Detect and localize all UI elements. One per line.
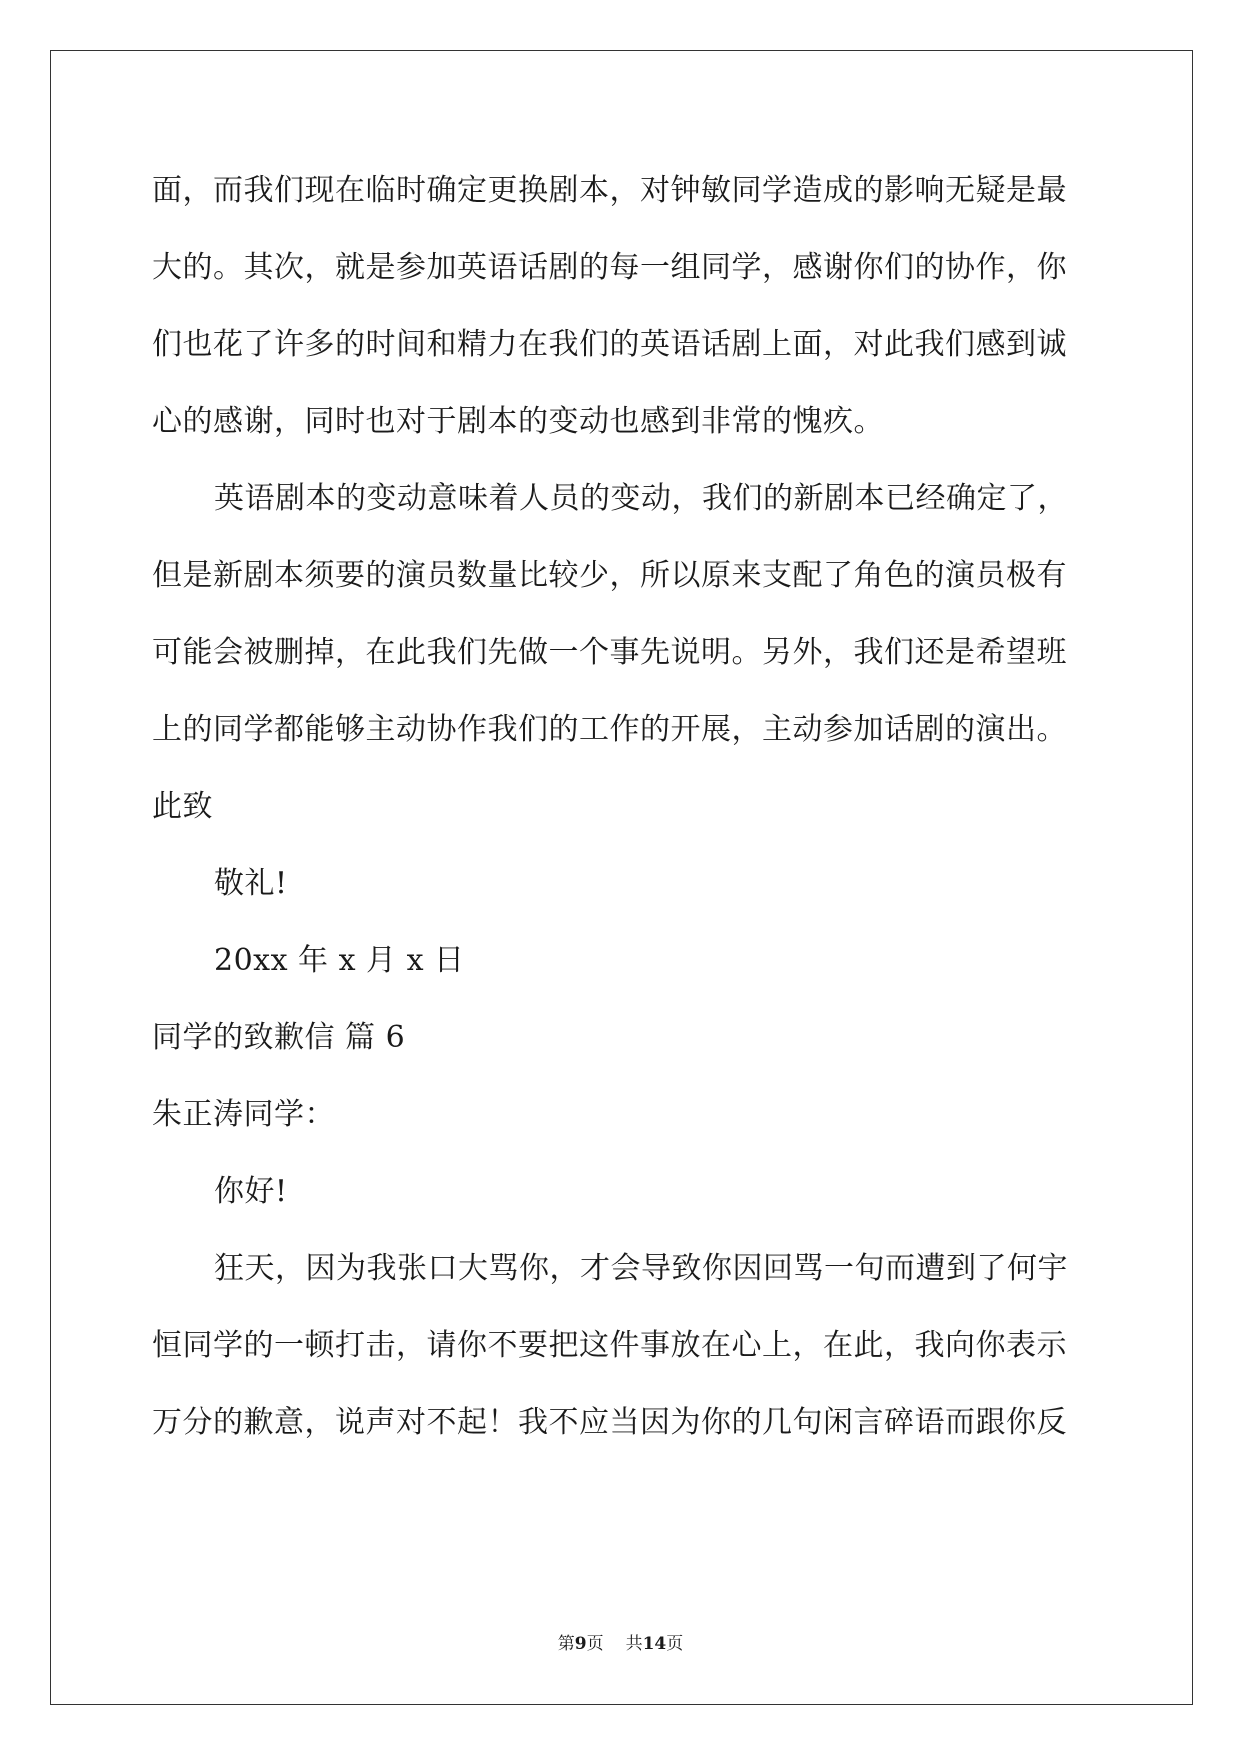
footer-total-prefix: 共 xyxy=(625,1634,643,1654)
text-line: 大的。其次，就是参加英语话剧的每一组同学，感谢你们的协作，你 xyxy=(152,250,1067,285)
total-pages-number: 14 xyxy=(642,1634,667,1654)
greeting-line: 你好! xyxy=(214,1174,288,1209)
recipient-line: 朱正涛同学： xyxy=(152,1097,335,1132)
footer-page-suffix: 页 xyxy=(586,1634,604,1654)
text-line: 们也花了许多的时间和精力在我们的英语话剧上面，对此我们感到诚 xyxy=(152,327,1067,362)
text-line: 但是新剧本须要的演员数量比较少，所以原来支配了角色的演员极有 xyxy=(152,558,1067,593)
text-line: 狂天，因为我张口大骂你，才会导致你因回骂一句而遭到了何宇 xyxy=(214,1251,1068,1286)
date-line: 20xx 年 x 月 x 日 xyxy=(214,943,465,978)
current-page-number: 9 xyxy=(574,1634,587,1654)
text-line: 恒同学的一顿打击，请你不要把这件事放在心上，在此，我向你表示 xyxy=(152,1328,1067,1363)
text-line: 心的感谢，同时也对于剧本的变动也感到非常的愧疚。 xyxy=(152,404,884,439)
footer-prefix: 第 xyxy=(557,1634,575,1654)
closing-phrase: 此致 xyxy=(152,789,213,824)
document-body xyxy=(152,160,1102,1469)
text-line: 可能会被删掉，在此我们先做一个事先说明。另外，我们还是希望班 xyxy=(152,635,1067,670)
text-line: 上的同学都能够主动协作我们的工作的开展，主动参加话剧的演出。 xyxy=(152,712,1067,747)
page-footer xyxy=(0,1632,1241,1656)
text-line: 面，而我们现在临时确定更换剧本，对钟敏同学造成的影响无疑是最 xyxy=(152,173,1067,208)
salutation-closing: 敬礼! xyxy=(214,866,288,901)
section-title: 同学的致歉信 篇 6 xyxy=(152,1020,406,1055)
footer-total-suffix: 页 xyxy=(666,1634,684,1654)
text-line: 万分的歉意，说声对不起！我不应当因为你的几句闲言碎语而跟你反 xyxy=(152,1405,1067,1440)
text-line: 英语剧本的变动意味着人员的变动，我们的新剧本已经确定了， xyxy=(214,481,1068,516)
